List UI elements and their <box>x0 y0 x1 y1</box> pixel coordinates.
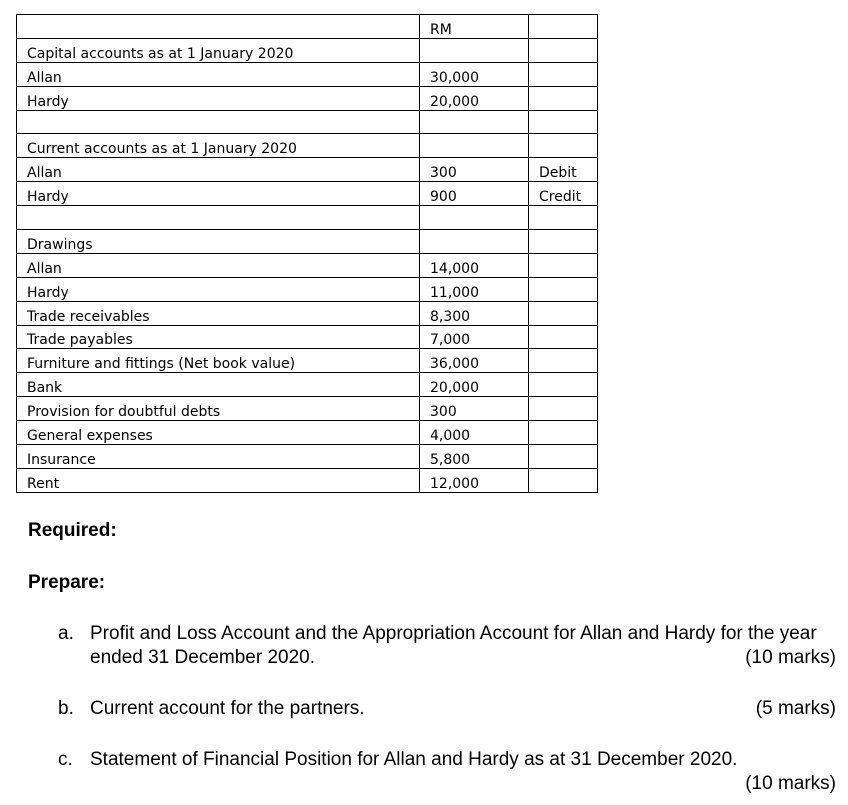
row-description: Hardy <box>17 86 420 110</box>
row-side <box>529 253 598 277</box>
task-marks: (5 marks) <box>755 698 836 719</box>
row-description: Trade receivables <box>17 301 420 325</box>
table-header-row <box>17 15 598 39</box>
row-amount <box>420 134 529 158</box>
row-description <box>17 206 420 230</box>
row-description: Provision for doubtful debts <box>17 397 420 421</box>
row-amount: 14,000 <box>420 253 529 277</box>
table-row <box>17 182 598 206</box>
table-row <box>17 277 598 301</box>
task-marks: (10 marks) <box>745 647 836 668</box>
row-amount: 300 <box>420 158 529 182</box>
task-letter: b. <box>58 698 74 719</box>
row-amount: 20,000 <box>420 373 529 397</box>
row-description: Bank <box>17 373 420 397</box>
row-amount <box>420 206 529 230</box>
row-description: Drawings <box>17 230 420 254</box>
row-amount <box>420 110 529 134</box>
row-amount: 12,000 <box>420 468 529 492</box>
row-side <box>529 110 598 134</box>
task-marks: (10 marks) <box>745 773 836 794</box>
row-amount: 300 <box>420 397 529 421</box>
table-row <box>17 349 598 373</box>
row-side <box>529 62 598 86</box>
task-c <box>58 748 838 796</box>
row-description: General expenses <box>17 421 420 445</box>
table-row <box>17 230 598 254</box>
table-row <box>17 301 598 325</box>
row-description: Furniture and fittings (Net book value) <box>17 349 420 373</box>
row-amount: 8,300 <box>420 301 529 325</box>
row-side <box>529 230 598 254</box>
row-amount: 20,000 <box>420 86 529 110</box>
row-side <box>529 38 598 62</box>
table-row <box>17 397 598 421</box>
row-amount: 7,000 <box>420 325 529 349</box>
row-amount <box>420 38 529 62</box>
row-side <box>529 349 598 373</box>
table-row <box>17 206 598 230</box>
table-row <box>17 158 598 182</box>
table-row <box>17 253 598 277</box>
table-row <box>17 325 598 349</box>
header-amount: RM <box>420 15 529 39</box>
task-text: Current account for the partners. <box>90 698 365 719</box>
table-row <box>17 468 598 492</box>
row-description: Rent <box>17 468 420 492</box>
task-text: Profit and Loss Account and the Appropriation Account for Allan and Hardy for the year ended 31 December 2020. <box>90 623 817 668</box>
row-description <box>17 110 420 134</box>
row-description: Trade payables <box>17 325 420 349</box>
row-side: Credit <box>529 182 598 206</box>
task-text: Statement of Financial Position for Allan and Hardy as at 31 December 2020. <box>90 749 738 770</box>
row-side <box>529 397 598 421</box>
task-letter: c. <box>58 749 73 770</box>
row-description: Insurance <box>17 445 420 469</box>
row-description: Hardy <box>17 182 420 206</box>
row-description: Capital accounts as at 1 January 2020 <box>17 38 420 62</box>
table-row <box>17 38 598 62</box>
table-row <box>17 86 598 110</box>
header-side <box>529 15 598 39</box>
row-side <box>529 206 598 230</box>
required-heading: Required: <box>28 520 117 541</box>
task-b <box>58 697 838 721</box>
task-a <box>58 622 838 670</box>
row-side <box>529 277 598 301</box>
row-side <box>529 301 598 325</box>
task-letter: a. <box>58 623 74 644</box>
row-amount: 4,000 <box>420 421 529 445</box>
row-description: Allan <box>17 158 420 182</box>
row-side <box>529 373 598 397</box>
row-side <box>529 86 598 110</box>
table-row <box>17 134 598 158</box>
row-side <box>529 445 598 469</box>
row-amount: 36,000 <box>420 349 529 373</box>
header-description <box>17 15 420 39</box>
row-description: Current accounts as at 1 January 2020 <box>17 134 420 158</box>
row-side <box>529 468 598 492</box>
row-side <box>529 134 598 158</box>
row-side: Debit <box>529 158 598 182</box>
table-row <box>17 373 598 397</box>
row-description: Hardy <box>17 277 420 301</box>
row-amount: 30,000 <box>420 62 529 86</box>
row-amount: 900 <box>420 182 529 206</box>
row-description: Allan <box>17 62 420 86</box>
row-amount: 11,000 <box>420 277 529 301</box>
table-row <box>17 110 598 134</box>
row-side <box>529 421 598 445</box>
row-amount: 5,800 <box>420 445 529 469</box>
table-row <box>17 62 598 86</box>
prepare-heading: Prepare: <box>28 572 106 593</box>
table-row <box>17 445 598 469</box>
table-row <box>17 421 598 445</box>
row-amount <box>420 230 529 254</box>
trial-balance-table <box>16 14 598 493</box>
row-side <box>529 325 598 349</box>
row-description: Allan <box>17 253 420 277</box>
